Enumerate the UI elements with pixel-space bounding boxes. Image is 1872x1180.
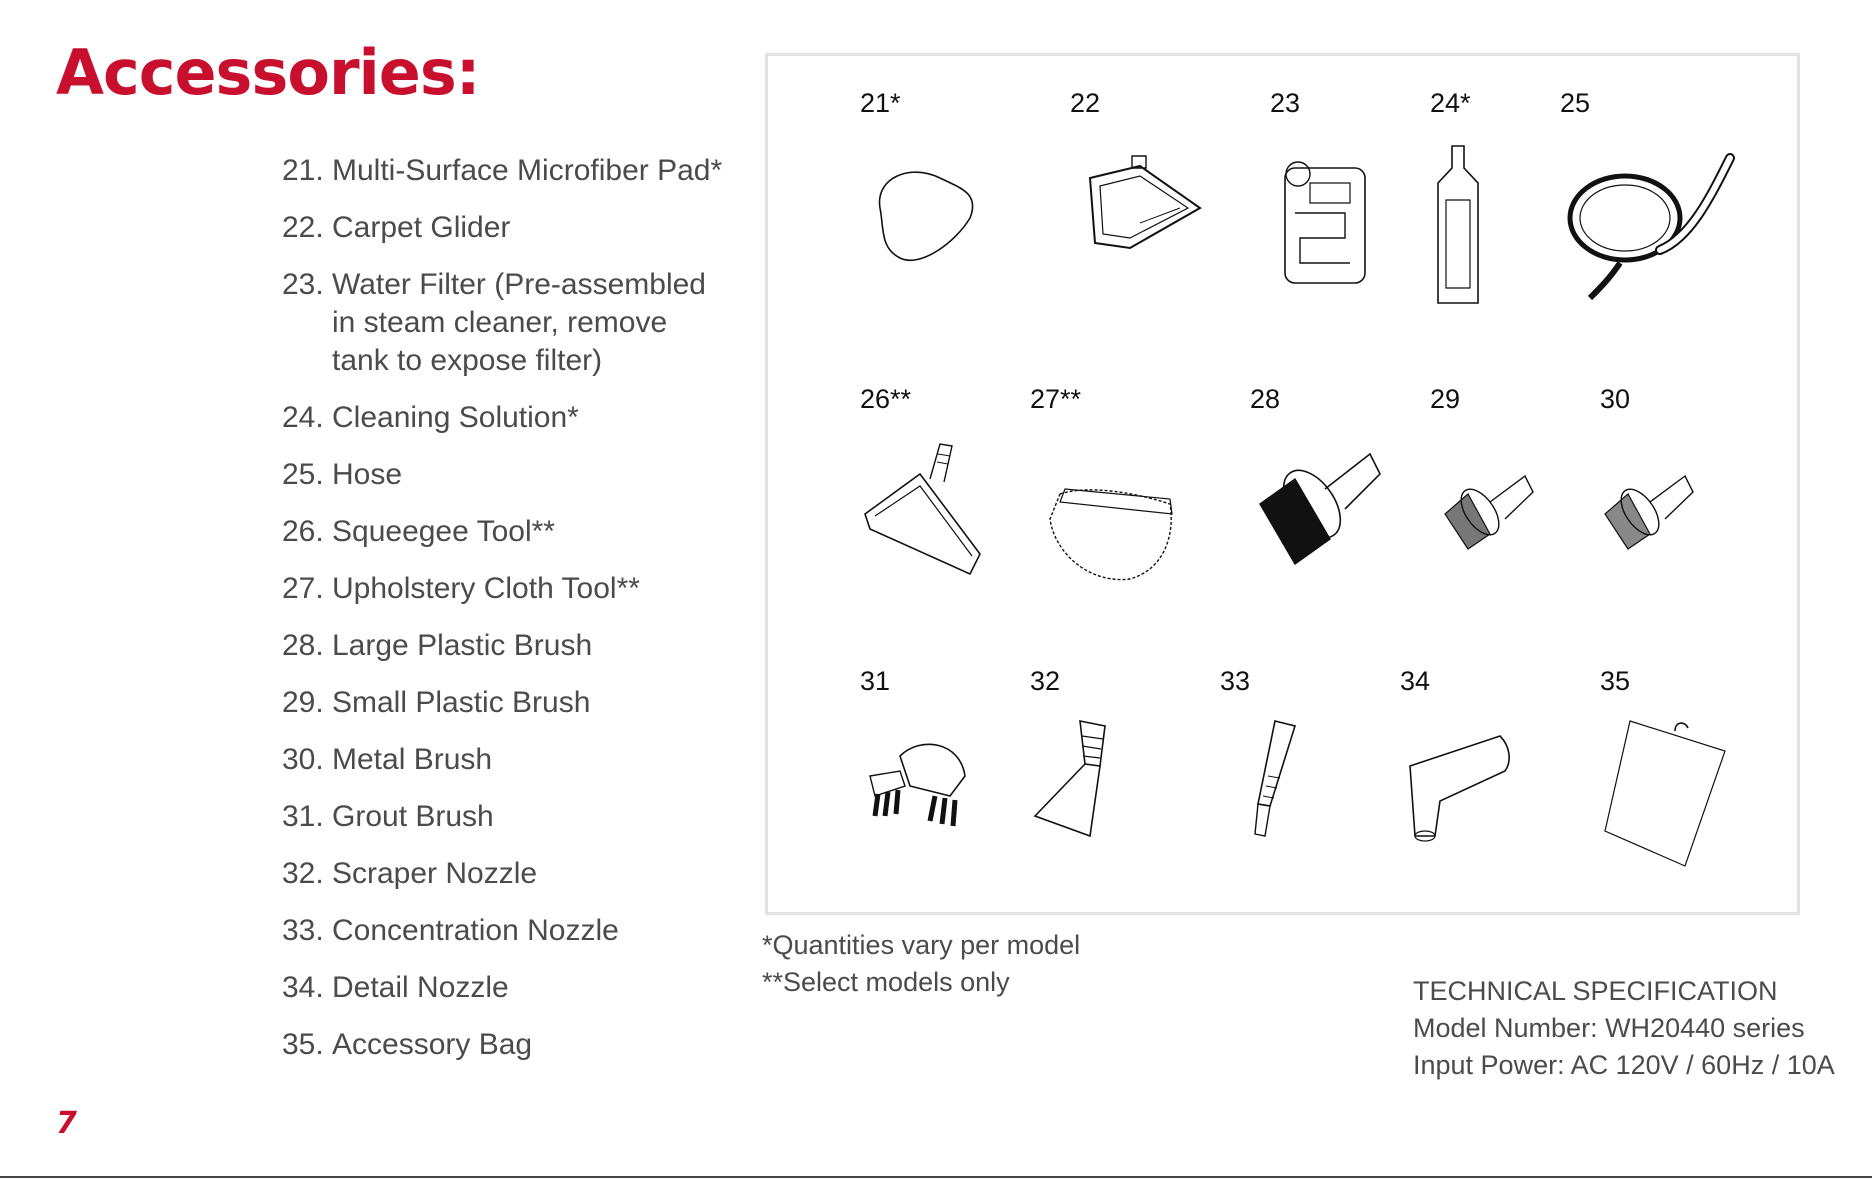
technical-specification (1413, 973, 1835, 1084)
diagram-number: 35 (1600, 666, 1631, 696)
quantities-note: *Quantities vary per model (762, 930, 1081, 960)
diagram-number: 23 (1270, 88, 1301, 118)
page-number: 7 (56, 1106, 77, 1141)
detail-nozzle-illustration (1400, 716, 1600, 906)
item-number: 32. (282, 857, 324, 890)
input-power: Input Power: AC 120V / 60Hz / 10A (1413, 1050, 1835, 1080)
item-label: Squeegee Tool** (332, 515, 555, 548)
item-number: 34. (282, 971, 324, 1004)
concentration-nozzle-illustration (1220, 716, 1420, 906)
diagram-number: 34 (1400, 666, 1431, 696)
item-label: Grout Brush (332, 800, 494, 833)
diagram-number: 30 (1600, 384, 1631, 414)
item-label: Scraper Nozzle (332, 857, 538, 890)
item-label: Large Plastic Brush (332, 629, 593, 662)
accessory-list (282, 152, 752, 1083)
item-number: 25. (282, 458, 324, 491)
list-item (282, 1026, 752, 1064)
list-item (282, 969, 752, 1007)
item-label: Concentration Nozzle (332, 914, 619, 947)
list-item (282, 513, 752, 551)
item-label: Multi-Surface Microfiber Pad* (332, 154, 723, 187)
list-item (282, 798, 752, 836)
item-number: 35. (282, 1028, 324, 1061)
page-title: Accessories: (56, 36, 480, 109)
hose-illustration (1560, 138, 1760, 328)
accessory-diagram-panel (765, 53, 1800, 915)
item-number: 22. (282, 211, 324, 244)
diagram-cell (1030, 384, 1230, 644)
item-label: Water Filter (Pre-assembled in steam cleaner, remove tank to expose filter) (332, 268, 706, 377)
item-label: Carpet Glider (332, 211, 511, 244)
microfiber-pad-illustration (860, 138, 1060, 328)
diagram-cell (1220, 666, 1420, 926)
diagram-number: 29 (1430, 384, 1461, 414)
item-label: Small Plastic Brush (332, 686, 591, 719)
select-models-note: **Select models only (762, 967, 1010, 997)
diagram-cell (1600, 666, 1800, 926)
metal-brush-illustration (1600, 434, 1800, 624)
list-item (282, 684, 752, 722)
list-item (282, 266, 752, 380)
item-label: Accessory Bag (332, 1028, 533, 1061)
item-number: 29. (282, 686, 324, 719)
diagram-cell (1400, 666, 1600, 926)
diagram-number: 28 (1250, 384, 1281, 414)
item-number: 31. (282, 800, 324, 833)
item-number: 27. (282, 572, 324, 605)
bottom-rule (0, 1176, 1872, 1178)
carpet-glider-illustration (1070, 138, 1270, 328)
list-item (282, 570, 752, 608)
item-label: Metal Brush (332, 743, 493, 776)
list-item (282, 741, 752, 779)
diagram-number: 24* (1430, 88, 1471, 118)
list-item (282, 627, 752, 665)
list-item (282, 152, 752, 190)
model-number: Model Number: WH20440 series (1413, 1013, 1805, 1043)
item-label: Cleaning Solution* (332, 401, 579, 434)
diagram-cell (1070, 88, 1270, 348)
item-label: Detail Nozzle (332, 971, 509, 1004)
diagram-number: 25 (1560, 88, 1591, 118)
item-number: 28. (282, 629, 324, 662)
diagram-number: 27** (1030, 384, 1082, 414)
diagram-cell (1600, 384, 1800, 644)
diagram-cell (1030, 666, 1230, 926)
item-number: 33. (282, 914, 324, 947)
diagram-number: 22 (1070, 88, 1101, 118)
diagram-cell (1250, 384, 1450, 644)
tech-spec-heading: TECHNICAL SPECIFICATION (1413, 976, 1778, 1006)
item-number: 21. (282, 154, 324, 187)
scraper-nozzle-illustration (1030, 716, 1230, 906)
large-plastic-brush-illustration (1250, 434, 1450, 624)
diagram-number: 21* (860, 88, 901, 118)
diagram-number: 26** (860, 384, 912, 414)
list-item (282, 912, 752, 950)
list-item (282, 855, 752, 893)
list-item (282, 456, 752, 494)
item-number: 23. (282, 268, 324, 301)
item-label: Upholstery Cloth Tool** (332, 572, 640, 605)
diagram-number: 31 (860, 666, 891, 696)
accessory-bag-illustration (1600, 716, 1800, 906)
diagram-number: 33 (1220, 666, 1251, 696)
item-number: 30. (282, 743, 324, 776)
diagram-cell (1560, 88, 1760, 348)
list-item (282, 399, 752, 437)
list-item (282, 209, 752, 247)
diagram-number: 32 (1030, 666, 1061, 696)
item-number: 26. (282, 515, 324, 548)
upholstery-cloth-tool-illustration (1030, 434, 1230, 624)
item-label: Hose (332, 458, 403, 491)
footnotes (762, 927, 1080, 1001)
item-number: 24. (282, 401, 324, 434)
diagram-cell (860, 88, 1060, 348)
